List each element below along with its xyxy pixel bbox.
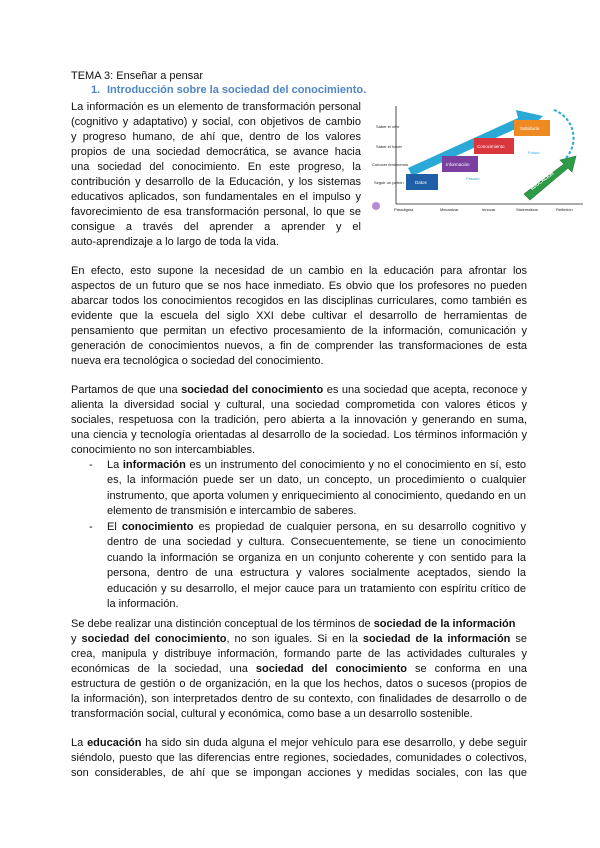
box-label: Conocimiento <box>477 144 505 149</box>
text-line: siéndolo, puesto que las diferencias entre regiones, sociedades, comunidades o colectivos, <box>71 752 527 764</box>
text-line: En efecto, esto supone la necesidad de un cambio en la educación para afrontar los <box>71 265 527 277</box>
text-line: y progreso humano, de ahí que, dentro de los valores <box>71 131 361 143</box>
text-line: evidente que la escuela del siglo XXI debe cultivar el desarrollo de herramientas de <box>71 310 527 322</box>
y-label: Conocer fenómenos <box>372 162 409 167</box>
box-label: Información <box>446 162 470 167</box>
heading-text: Introducción sobre la sociedad del conocimiento. <box>107 84 367 96</box>
text-line: son considerables, de ahí que se impongan acciones y medidas sociales, con las que <box>71 767 527 779</box>
y-label: Saber el vivir <box>376 124 400 129</box>
y-label: Saber el hacer <box>376 144 403 149</box>
education-logo: EDUCACIÓN <box>529 170 555 191</box>
text-line: generación de conocimientos nuevos, a fin de comprender las transformaciones de esta <box>71 340 527 352</box>
text-line: La educación ha sido sin duda alguna el mejor vehículo para ese desarrollo, y debe seguir <box>71 737 528 749</box>
text-line: conocimiento no son intercambiables. <box>71 444 256 456</box>
bullet-dash: - <box>89 459 93 471</box>
text-line: sociales, respetuosa con la tradición, pero abierta a la innovación y generando en suma, <box>71 414 527 426</box>
heading-number: 1. <box>91 84 101 96</box>
text-line: transformación social, cultural y económica, como base a un desarrollo sostenible. <box>71 708 473 720</box>
knowledge-pyramid-figure <box>368 98 588 218</box>
text-line: (cognitivo y adaptativo) y social, con objetivos de cambio <box>71 116 361 128</box>
text-line: pensamiento que permitan un efectivo procesamiento de la información, comunicación y <box>71 325 527 337</box>
text-line: contribución y desarrollo de la Educación, y los sistemas <box>71 176 361 188</box>
y-label: Seguir un patrón <box>374 180 404 185</box>
x-label: Paradigma <box>394 207 414 212</box>
text-line: económicas de la sociedad, una sociedad del conocimiento se conforma en una <box>71 663 527 675</box>
text-line: estructura de gestión o de organización, en la que los hechos, datos o sucesos (propios de <box>71 678 527 690</box>
x-label: Innovar <box>482 207 496 212</box>
text-line: y sociedad del conocimiento, no son iguales. Si en la sociedad de la información se <box>71 633 527 645</box>
futuro-label: Futuro <box>528 150 540 155</box>
text-line: auto-aprendizaje a lo largo de toda la vida. <box>71 236 279 248</box>
text-line: educativos aplicados, son fundamentales en el impulso y <box>71 191 361 203</box>
text-line: Partamos de que una sociedad del conocimiento es una sociedad que acepta, reconoce y <box>71 384 527 396</box>
text-line: favorecimiento de esa transformación personal, lo que se <box>71 206 361 218</box>
section-heading <box>91 83 366 98</box>
list-item: La información es un instrumento del conocimiento y no el conocimiento en sí, esto es, la información puede ser un dato, un concepto, un procedimiento o cualquier instrumento, que aporta volumen y enriquecimiento al conocimiento, quedando en un elemento de transmisión e intercambio de saberes. <box>107 459 526 518</box>
text-line: alienta la diversidad social y cultural, una sociedad comprometida con valores éticos y <box>71 399 527 411</box>
text-line: aspectos de un futuro que se nos hace inmediato. Es obvio que los profesores no pueden <box>71 280 527 292</box>
box-label: Sabiduría <box>520 126 540 131</box>
list-item: El conocimiento es propiedad de cualquier persona, en su desarrollo cognitivo y dentro de una sociedad y cultura. Consecuentemente, se tiene un conocimiento cuando la información se organiza en un conjunto coherente y con sentido para la persona, dentro de una estructura y valores socialmente aceptados, siendo la educación y su desarrollo, el mejor cauce para un tratamiento con espíritu crítico de la información. <box>107 521 526 611</box>
text-line: nueva era tecnológica o sociedad del conocimiento. <box>71 355 324 367</box>
text-line: Se debe realizar una distinción conceptual de los términos de sociedad de la información <box>71 618 516 630</box>
dashed-arc <box>554 110 574 158</box>
x-label: Mecanizar <box>440 207 459 212</box>
text-line: una sociedad del conocimiento. En este progreso, la <box>71 161 361 173</box>
pasado-label: Pasado <box>466 176 480 181</box>
text-line: la información), son interpretados dentro de su contexto, con finalidades de desarrollo o de <box>71 693 527 705</box>
box-label: Datos <box>415 180 427 185</box>
arrow-label: Comprensión <box>444 128 474 146</box>
bullet-dash: - <box>89 521 93 533</box>
text-line: La información es un elemento de transformación personal <box>71 101 361 113</box>
text-line: consigue a través del aprender a aprender y el <box>71 221 361 233</box>
decorative-dot-icon <box>372 202 380 210</box>
text-line: abarcar todos los conocimientos recogidos en las disciplinas curriculares, como también es <box>71 295 527 307</box>
text-line: crea, manipula y distribuye información, formando parte de las actividades culturales y <box>71 648 527 660</box>
text-line: una ciencia y tecnología orientadas al desarrollo de la sociedad. Los términos información y <box>71 429 527 441</box>
x-label: Reflexión <box>556 207 573 212</box>
x-label: Sistematizar <box>516 207 539 212</box>
document-title: TEMA 3: Enseñar a pensar <box>71 70 204 82</box>
text-line: propios de una sociedad democrática, se avance hacia <box>71 146 361 158</box>
